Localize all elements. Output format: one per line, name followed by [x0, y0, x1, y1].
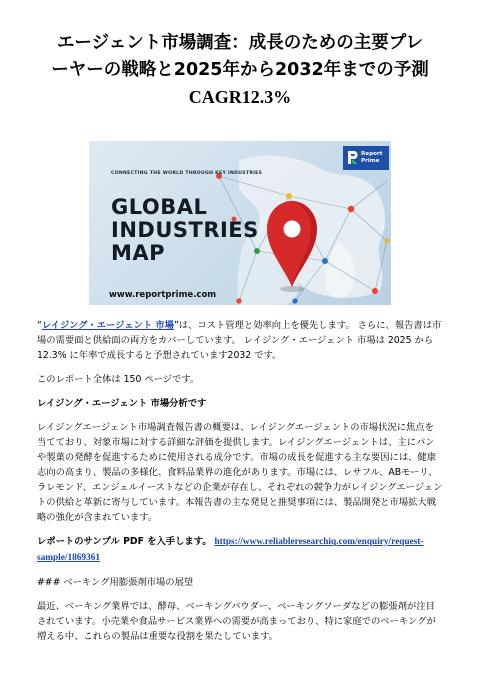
intro-quote-open: “	[37, 320, 42, 331]
title-line-1: エージェント市場調査：成長のための主要プレ	[56, 33, 424, 53]
section-heading: レイジング・エージェント 市場分析です	[37, 398, 207, 409]
hero-image	[89, 141, 391, 305]
brand-logo	[343, 146, 389, 170]
title-line-2: ーヤーの戦略と2025年から2032年までの予測	[51, 60, 429, 80]
hero-tagline: CONNECTING THE WORLD THROUGH KEY INDUSTRIES	[111, 171, 263, 176]
hero-headline	[111, 196, 259, 265]
hero-headline-line: GLOBAL	[111, 195, 208, 219]
hero-headline-line: MAP	[111, 241, 166, 265]
article-body	[37, 318, 443, 653]
outlook-subheading: ### ベーキング用膨張剤市場の展望	[37, 577, 194, 588]
hero-url: www.reportprime.com	[109, 290, 217, 300]
outlook-paragraph: 最近、ベーキング業界では、酵母、ベーキングパウダー、ベーキングソーダなどの膨張剤が注目されています。小売業や食品サービス業界への需要が高まっており、特に家庭でのベーキングが増える中、これらの製品は重要な役割を果たしています。	[37, 601, 436, 642]
overview-paragraph: レイジングエージェント市場調査報告書の概要は、レイジングエージェントの市場状況に焦点を当てており、対象市場に対する詳細な評価を提供します。レイジングエージェントは、主にパンや製菓の発酵を促進するために使用される成分です。市場の成長を促進する主な要因には、健康志向の高まり、製品の多様化、食料品業界の進化があります。市場には、レサフル、ABモーリ、ラレモンド、エンジェルイーストなどの企業が存在し、それぞれの競争力がレイジングエージェントの供給と革新に寄与しています。本報告書の主な発見と推奨事項には、製品開発と市場拡大戦略の強化が含まれています。	[37, 422, 443, 523]
report-prime-logo-icon	[347, 150, 358, 165]
page-count-line: このレポート全体は 150 ページです。	[37, 374, 200, 385]
title-cagr: CAGR12.3%	[188, 87, 292, 107]
page-title	[20, 30, 460, 111]
intro-paragraph	[37, 318, 443, 363]
sample-pdf-label: レポートのサンプル PDF を入手します。	[37, 536, 212, 547]
hero-headline-line: INDUSTRIES	[111, 218, 259, 242]
sample-pdf-link[interactable]: https://www.reliableresearchiq.com/enquiry/request-sample/1869361	[37, 537, 424, 563]
intro-text: ”は、コスト管理と効率向上を優先します。 さらに、報告書は市場の需要面と供給面の両方をカバーしています。 レイジング・エージェント 市場は 2025 から 12.3% に年率で成長すると予想されています2032 です。	[37, 320, 442, 361]
brand-line-1: Report	[361, 151, 383, 157]
market-link[interactable]: レイジング・エージェント 市場	[41, 320, 174, 331]
brand-line-2: Prime	[361, 158, 380, 164]
sample-pdf-line	[37, 534, 443, 566]
